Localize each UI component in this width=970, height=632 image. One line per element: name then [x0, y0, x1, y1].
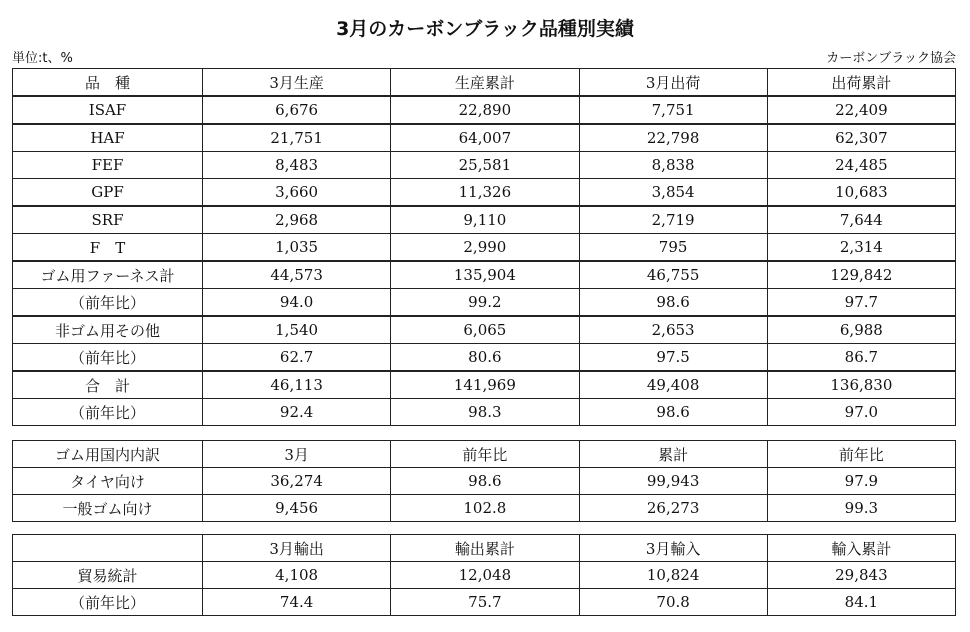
- row-label: タイヤ向け: [13, 468, 203, 495]
- table-cell: 135,904: [391, 261, 579, 289]
- table-row: [13, 261, 956, 289]
- table-cell: 86.7: [767, 344, 955, 372]
- table-cell: 2,719: [579, 206, 767, 234]
- row-label: （前年比）: [13, 289, 203, 317]
- column-header: 3月: [203, 441, 391, 468]
- table-cell: 6,988: [767, 316, 955, 344]
- page-title: 3月のカーボンブラック品種別実績: [336, 18, 634, 40]
- table-cell: 6,065: [391, 316, 579, 344]
- table-cell: 46,755: [579, 261, 767, 289]
- table-cell: 92.4: [203, 399, 391, 426]
- table-cell: 4,108: [203, 562, 391, 589]
- row-label: ISAF: [13, 96, 203, 124]
- table-cell: 98.6: [579, 399, 767, 426]
- column-header: 輸入累計: [767, 535, 955, 562]
- table-cell: 62.7: [203, 344, 391, 372]
- table-cell: 24,485: [767, 152, 955, 179]
- row-label: （前年比）: [13, 344, 203, 372]
- table-cell: 98.6: [391, 468, 579, 495]
- table-cell: 9,110: [391, 206, 579, 234]
- row-label: FEF: [13, 152, 203, 179]
- table-cell: 9,456: [203, 495, 391, 522]
- table-row: [13, 289, 956, 317]
- table-row: [13, 316, 956, 344]
- table-row: [13, 495, 956, 522]
- column-header: 3月生産: [203, 69, 391, 97]
- table-cell: 2,653: [579, 316, 767, 344]
- table-cell: 49,408: [579, 371, 767, 399]
- table-row: [13, 562, 956, 589]
- table-row: [13, 96, 956, 124]
- table-cell: 2,990: [391, 234, 579, 262]
- table-row: [13, 589, 956, 616]
- unit-label: 単位:t、%: [12, 51, 73, 66]
- table-row: [13, 234, 956, 262]
- row-label: 一般ゴム向け: [13, 495, 203, 522]
- table-cell: 8,483: [203, 152, 391, 179]
- table-cell: 64,007: [391, 124, 579, 152]
- column-header: 3月輸出: [203, 535, 391, 562]
- table-row: [13, 371, 956, 399]
- table-cell: 75.7: [391, 589, 579, 616]
- row-label: 貿易統計: [13, 562, 203, 589]
- table-cell: 98.3: [391, 399, 579, 426]
- table-cell: 22,890: [391, 96, 579, 124]
- table-cell: 12,048: [391, 562, 579, 589]
- table-cell: 22,409: [767, 96, 955, 124]
- column-header: 前年比: [391, 441, 579, 468]
- table-cell: 97.9: [767, 468, 955, 495]
- source-label: カーボンブラック協会: [826, 51, 956, 66]
- table-cell: 46,113: [203, 371, 391, 399]
- table-cell: 7,644: [767, 206, 955, 234]
- table-cell: 2,968: [203, 206, 391, 234]
- table-cell: 94.0: [203, 289, 391, 317]
- table-cell: 10,683: [767, 179, 955, 207]
- table-cell: 98.6: [579, 289, 767, 317]
- table-cell: 102.8: [391, 495, 579, 522]
- row-label: HAF: [13, 124, 203, 152]
- table-cell: 2,314: [767, 234, 955, 262]
- row-label: 非ゴム用その他: [13, 316, 203, 344]
- table-cell: 74.4: [203, 589, 391, 616]
- table-cell: 3,660: [203, 179, 391, 207]
- column-header: 品 種: [13, 69, 203, 97]
- row-label: ゴム用ファーネス計: [13, 261, 203, 289]
- table-cell: 7,751: [579, 96, 767, 124]
- column-header: 3月輸入: [579, 535, 767, 562]
- table-cell: 97.5: [579, 344, 767, 372]
- column-header: [13, 535, 203, 562]
- table-cell: 3,854: [579, 179, 767, 207]
- column-header: 前年比: [767, 441, 955, 468]
- table-cell: 44,573: [203, 261, 391, 289]
- column-header: 出荷累計: [767, 69, 955, 97]
- table-row: [13, 179, 956, 207]
- row-label: SRF: [13, 206, 203, 234]
- table-row: [13, 152, 956, 179]
- table-cell: 99.2: [391, 289, 579, 317]
- table-row: [13, 399, 956, 426]
- table-cell: 84.1: [767, 589, 955, 616]
- table-cell: 1,540: [203, 316, 391, 344]
- table-cell: 8,838: [579, 152, 767, 179]
- table-cell: 62,307: [767, 124, 955, 152]
- table-cell: 129,842: [767, 261, 955, 289]
- table-cell: 11,326: [391, 179, 579, 207]
- table-cell: 29,843: [767, 562, 955, 589]
- trade-statistics-table: [12, 534, 956, 616]
- column-header: ゴム用国内内訳: [13, 441, 203, 468]
- row-label: GPF: [13, 179, 203, 207]
- table-cell: 141,969: [391, 371, 579, 399]
- row-label: （前年比）: [13, 589, 203, 616]
- table-cell: 10,824: [579, 562, 767, 589]
- column-header: 累計: [579, 441, 767, 468]
- header-row: [13, 441, 956, 468]
- column-header: 輸出累計: [391, 535, 579, 562]
- column-header: 3月出荷: [579, 69, 767, 97]
- table-cell: 136,830: [767, 371, 955, 399]
- table-row: [13, 206, 956, 234]
- header-row: [13, 535, 956, 562]
- row-label: F T: [13, 234, 203, 262]
- table-cell: 36,274: [203, 468, 391, 495]
- table-row: [13, 344, 956, 372]
- table-cell: 99,943: [579, 468, 767, 495]
- table-cell: 6,676: [203, 96, 391, 124]
- table-cell: 97.0: [767, 399, 955, 426]
- table-cell: 97.7: [767, 289, 955, 317]
- table-cell: 80.6: [391, 344, 579, 372]
- table-cell: 99.3: [767, 495, 955, 522]
- table-row: [13, 468, 956, 495]
- production-table: [12, 68, 956, 426]
- header-row: [13, 69, 956, 97]
- domestic-breakdown-table: [12, 440, 956, 522]
- table-cell: 70.8: [579, 589, 767, 616]
- table-cell: 21,751: [203, 124, 391, 152]
- row-label: 合 計: [13, 371, 203, 399]
- table-cell: 1,035: [203, 234, 391, 262]
- column-header: 生産累計: [391, 69, 579, 97]
- table-cell: 25,581: [391, 152, 579, 179]
- table-cell: 795: [579, 234, 767, 262]
- table-cell: 26,273: [579, 495, 767, 522]
- table-row: [13, 124, 956, 152]
- table-cell: 22,798: [579, 124, 767, 152]
- row-label: （前年比）: [13, 399, 203, 426]
